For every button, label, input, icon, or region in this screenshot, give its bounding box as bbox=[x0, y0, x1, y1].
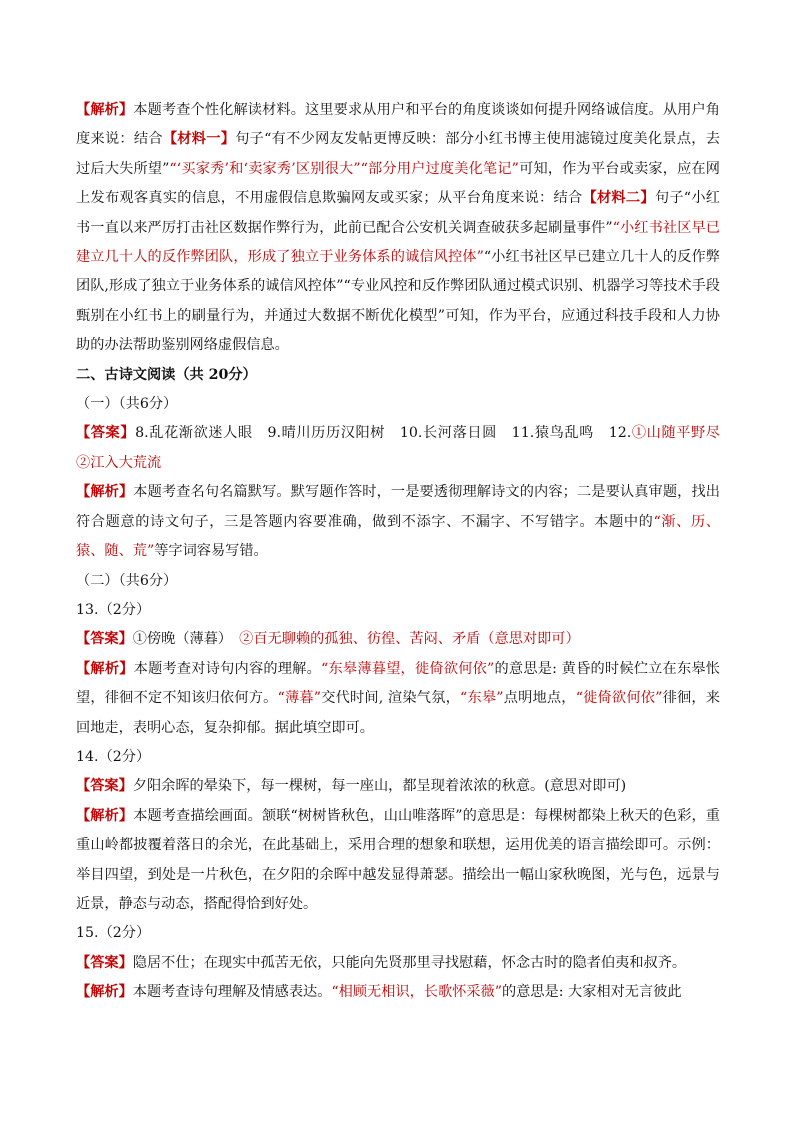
quote-highlight: “徙倚欲何依” bbox=[575, 690, 663, 707]
answer-highlight: ②百无聊赖的孤独、彷徨、苦闷、矛盾（意思对即可） bbox=[239, 631, 580, 648]
analysis-paragraph-q13: 【解析】本题考查对诗句内容的理解。“东皋薄暮望，徙倚欲何依”的意思是: 黄昏的时候伫立在东皋怅望，徘徊不定不知该归依何方。“薄暮”交代时间, 渲染气氛，“东皋”点明地点，“徙倚欲何依”徘徊，来回地走，表明心态，复杂抑郁。据此填空即可。 bbox=[76, 660, 720, 736]
quote-highlight: “相顾无相识，长歌怀采薇” bbox=[331, 984, 502, 1001]
answer-paragraph-recitation: 【答案】8.乱花渐欲迷人眼 9.晴川历历汉阳树 10.长河落日圆 11.猿鸟乱鸣 12.①山随平野尽 ②江入大荒流 bbox=[76, 425, 735, 471]
quote-highlight: “‘买家秀’和‘卖家秀’区别很大”“部分用户过度美化笔记” bbox=[169, 160, 519, 177]
answer-label: 【答案】 bbox=[76, 778, 133, 795]
analysis-label: 【解析】 bbox=[76, 807, 134, 824]
quote-highlight: “东皋薄暮望，徙倚欲何依” bbox=[321, 660, 495, 677]
answer-paragraph-q14: 【答案】夕阳余晖的晕染下，每一棵树，每一座山，都呈现着浓浓的秋意。(意思对即可) bbox=[76, 778, 627, 795]
analysis-paragraph-q15: 【解析】本题考查诗句理解及情感表达。“相顾无相识，长歌怀采薇”的意思是: 大家相对无言彼此 bbox=[76, 984, 682, 1001]
quote-highlight: “小红书社区早已建立几十人的反作弊团队，形成了独立于业务体系的诚信风控体” bbox=[76, 219, 720, 266]
question-number: 14.（2分） bbox=[76, 748, 151, 765]
answer-label: 【答案】 bbox=[76, 954, 133, 971]
subsection-heading: （二）（共6分） bbox=[76, 572, 178, 589]
analysis-label: 【解析】 bbox=[76, 984, 133, 1001]
material-two-label: 【材料二】 bbox=[582, 190, 655, 207]
answer-paragraph-q13: 【答案】①傍晚（薄暮） ②百无聊赖的孤独、彷徨、苦闷、矛盾（意思对即可） bbox=[76, 631, 580, 648]
answer-highlight: ①山随平野尽 ②江入大荒流 bbox=[76, 425, 735, 471]
answer-paragraph-q15: 【答案】隐居不仕；在现实中孤苦无依，只能向先贤那里寻找慰藉，怀念古时的隐者伯夷和叔齐。 bbox=[76, 954, 687, 971]
document-page bbox=[76, 96, 735, 1008]
question-number: 15.（2分） bbox=[76, 925, 151, 942]
section-heading: 二、古诗文阅读（共 20分） bbox=[76, 366, 257, 383]
answer-label: 【答案】 bbox=[76, 425, 136, 442]
answer-label: 【答案】 bbox=[76, 631, 133, 648]
analysis-paragraph-recitation: 【解析】本题考查名句名篇默写。默写题作答时，一是要透彻理解诗文的内容；二是要认真审题，找出符合题意的诗文句子，三是答题内容要准确，做到不添字、不漏字、不写错字。本题中的“渐、历、猿、随、荒”等字词容易写错。 bbox=[76, 484, 720, 560]
question-number: 13.（2分） bbox=[76, 601, 151, 618]
quote-highlight: “渐、历、猿、随、荒” bbox=[76, 513, 720, 560]
subsection-heading: （一）（共6分） bbox=[76, 396, 178, 413]
analysis-paragraph-q14: 【解析】本题考查描绘画面。颔联“树树皆秋色，山山唯落晖”的意思是：每棵树都染上秋天的色彩，重重山岭都披覆着落日的余光，在此基础上，采用合理的想象和联想，运用优美的语言描绘即可。示例：举目四望，到处是一片秋色，在夕阳的余晖中越发显得萧瑟。描绘出一幅山家秋晚图，光与色，远景与近景，静态与动态，搭配得恰到好处。 bbox=[76, 807, 720, 912]
material-one-label: 【材料一】 bbox=[162, 131, 236, 148]
analysis-paragraph-materials: 【解析】本题考查个性化解读材料。这里要求从用户和平台的角度谈谈如何提升网络诚信度。从用户角度来说：结合【材料一】句子“有不少网友发帖更博反映：部分小红书博主使用滤镜过度美化景点，去过后大失所望”“‘买家秀’和‘卖家秀’区别很大”“部分用户过度美化笔记”可知，作为平台或卖家，应在网上发布观客真实的信息，不用虚假信息欺骗网友或买家；从平台角度来说：结合【材料二】句子“小红书一直以来严厉打击社区数据作弊行为，此前已配合公安机关调查破获多起刷量事件”“小红书社区早已建立几十人的反作弊团队，形成了独立于业务体系的诚信风控体”“小红书社区早已建立几十人的反作弊团队,形成了独立于业务体系的诚信风控体”“专业风控和反作弊团队通过模式识别、机器学习等技术手段甄别在小红书上的刷量行为，并通过大数据不断优化模型”可知，作为平台，应通过科技手段和人力协助的办法帮助鉴别网络虚假信息。 bbox=[76, 102, 720, 354]
analysis-label: 【解析】 bbox=[76, 102, 134, 118]
analysis-label: 【解析】 bbox=[76, 484, 134, 501]
quote-highlight: “薄暮” bbox=[277, 690, 322, 707]
analysis-label: 【解析】 bbox=[76, 660, 134, 677]
quote-highlight: “东皋” bbox=[460, 690, 504, 707]
